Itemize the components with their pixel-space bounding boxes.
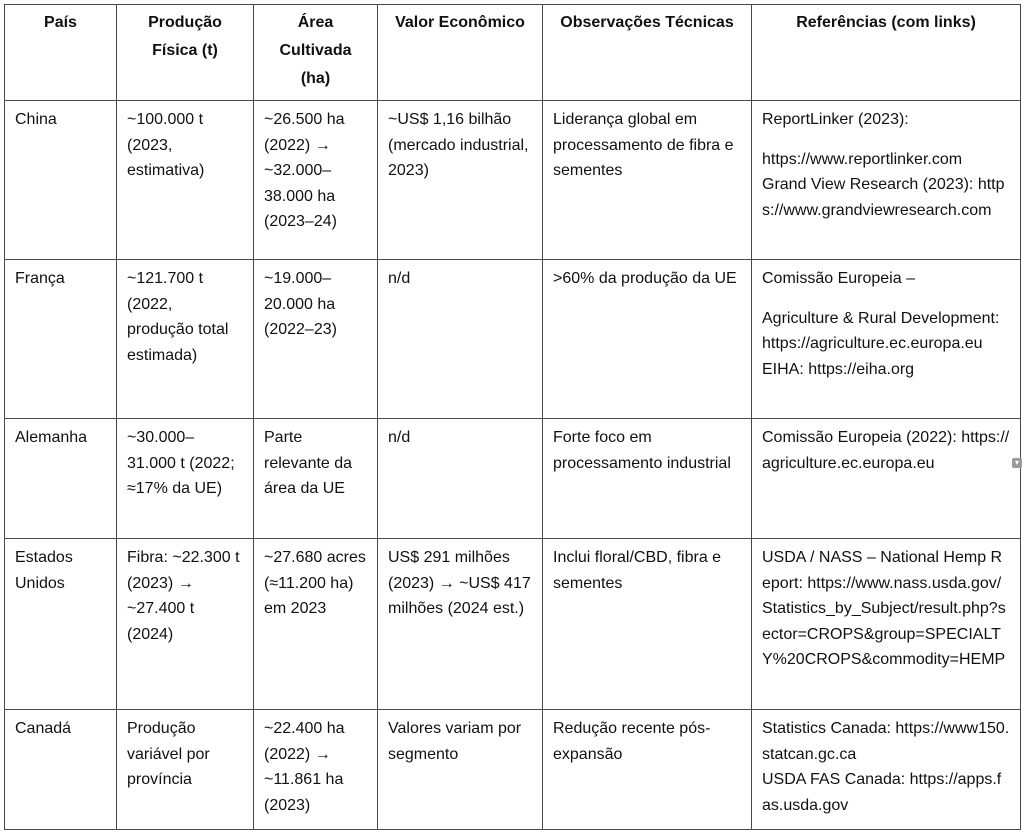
reference-link[interactable]: https://www.reportlinker.com — [762, 150, 963, 168]
cell-referencias — [752, 260, 1021, 419]
cell-referencias — [752, 539, 1021, 710]
cell-area: ~26.500 ha (2022) → ~32.000–38.000 ha (2023–24) — [254, 101, 378, 260]
cell-referencias — [752, 710, 1021, 830]
cell-pais: Estados Unidos — [5, 539, 117, 710]
cell-area: ~22.400 ha (2022) → ~11.861 ha (2023) — [254, 710, 378, 830]
cell-area: Parte relevante da área da UE — [254, 419, 378, 539]
cell-observacoes: Redução recente pós-expansão — [543, 710, 752, 830]
reference-link[interactable]: Grand View Research (2023): https://www.grandviewresearch.com — [762, 176, 1005, 219]
cell-observacoes: Liderança global em processamento de fibra e sementes — [543, 101, 752, 260]
cell-valor: Valores variam por segmento — [378, 710, 543, 830]
cell-area: ~27.680 acres (≈11.200 ha) em 2023 — [254, 539, 378, 710]
table-row — [5, 419, 1021, 539]
reference-link[interactable]: Agriculture & Rural Development: https://agriculture.ec.europa.eu — [762, 309, 1000, 352]
header-referencias: Referências (com links) — [752, 5, 1021, 101]
reference-link[interactable]: EIHA: https://eiha.org — [762, 360, 915, 378]
reference-link[interactable]: USDA FAS Canada: https://apps.fas.usda.gov — [762, 771, 1002, 814]
cell-producao: ~121.700 t (2022, produção total estimada) — [117, 260, 254, 419]
cell-pais: China — [5, 101, 117, 260]
cell-pais: França — [5, 260, 117, 419]
header-producao: Produção Física (t) — [117, 5, 254, 101]
cell-valor: US$ 291 milhões (2023) → ~US$ 417 milhões (2024 est.) — [378, 539, 543, 710]
cell-valor: ~US$ 1,16 bilhão (mercado industrial, 2023) — [378, 101, 543, 260]
table-row — [5, 539, 1021, 710]
table-row — [5, 260, 1021, 419]
cell-producao: ~30.000–31.000 t (2022; ≈17% da UE) — [117, 419, 254, 539]
reference-text: ReportLinker (2023): — [762, 111, 909, 128]
cell-referencias — [752, 419, 1021, 539]
header-observacoes: Observações Técnicas — [543, 5, 752, 101]
cell-valor: n/d — [378, 260, 543, 419]
hemp-production-table — [4, 4, 1021, 830]
cell-observacoes: Forte foco em processamento industrial — [543, 419, 752, 539]
table-header-row — [5, 5, 1021, 101]
table-row — [5, 101, 1021, 260]
reference-link[interactable]: Comissão Europeia (2022): https://agriculture.ec.europa.eu — [762, 429, 1010, 472]
table-row — [5, 710, 1021, 830]
cell-referencias — [752, 101, 1021, 260]
overflow-marker-icon[interactable]: ▾ — [1012, 458, 1022, 468]
cell-valor: n/d — [378, 419, 543, 539]
cell-area: ~19.000–20.000 ha (2022–23) — [254, 260, 378, 419]
header-pais: País — [5, 5, 117, 101]
cell-producao: ~100.000 t (2023, estimativa) — [117, 101, 254, 260]
header-area: Área Cultivada (ha) — [254, 5, 378, 101]
header-valor: Valor Econômico — [378, 5, 543, 101]
cell-observacoes: >60% da produção da UE — [543, 260, 752, 419]
cell-producao: Produção variável por província — [117, 710, 254, 830]
reference-link[interactable]: Statistics Canada: https://www150.statcan.gc.ca — [762, 720, 1010, 763]
cell-observacoes: Inclui floral/CBD, fibra e sementes — [543, 539, 752, 710]
cell-producao: Fibra: ~22.300 t (2023) → ~27.400 t (2024) — [117, 539, 254, 710]
cell-pais: Alemanha — [5, 419, 117, 539]
reference-text: Comissão Europeia – — [762, 270, 915, 287]
cell-pais: Canadá — [5, 710, 117, 830]
reference-link[interactable]: USDA / NASS – National Hemp Report: https://www.nass.usda.gov/Statistics_by_Subject/result.php?sector=CROPS&group=SPECIALTY%20CROPS&commodity=HEMP — [762, 549, 1006, 668]
